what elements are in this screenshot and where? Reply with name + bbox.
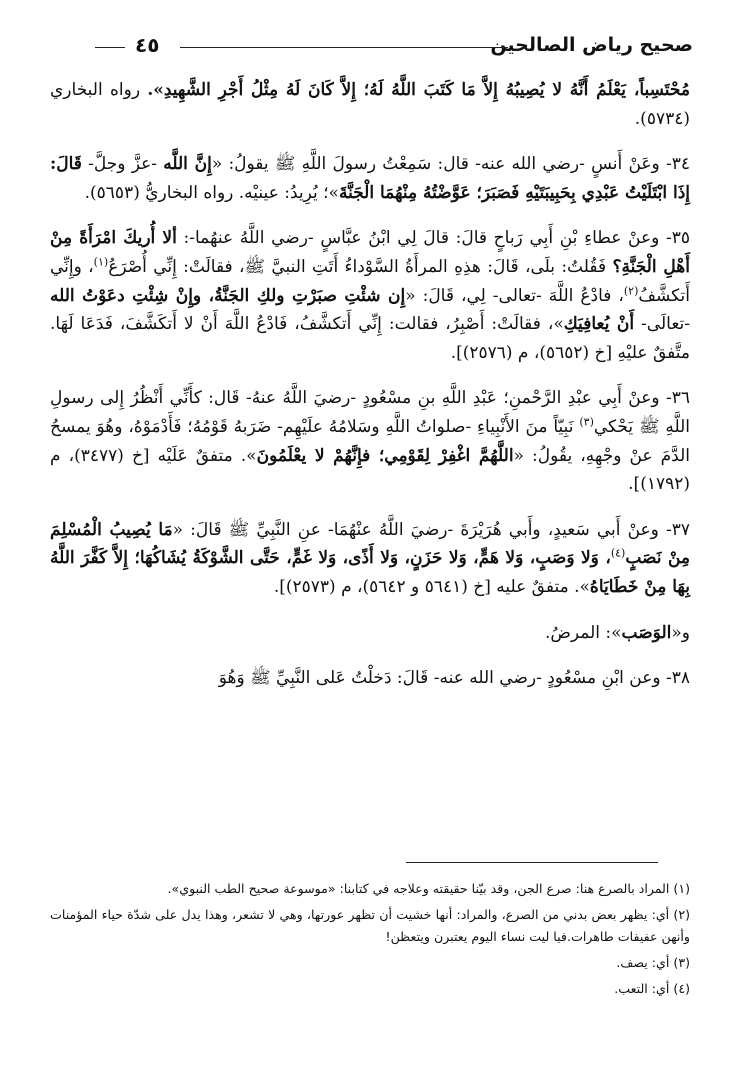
hadith-paragraph: [50, 664, 690, 693]
hadith-quote: ألا أُريكَ امْرَأَةً مِنْ أَهْلِ الْجَنَّةِ؟: [50, 228, 690, 277]
text-span: ٣٤- وعَنْ أَنسٍ -رضي الله عنه- قال: سَمِعْتُ رسولَ اللَّهِ ﷺ يقولُ: «: [211, 154, 690, 175]
text-span: ٣٥- وعنْ عطاءِ بْنِ أَبِي رَباحٍ قالَ: قالَ لِي ابْنُ عبَّاسٍ -رضي اللَّهُ عنهُما-:: [176, 228, 690, 249]
hadith-quote: مُحْتَسِباً، يَعْلَمُ أَنَّهُ لا يُصِيبُهُ إِلاَّ مَا كَتَبَ اللَّهُ لَهُ؛ إِلاَّ كَانَ لَهُ مِثْلُ أَجْرِ الشَّهِيدِ».: [147, 80, 691, 100]
hadith-quote: ، وَلا وَصَبٍ، وَلا هَمٍّ، وَلا حَزَنٍ، وَلا أَذًى، وَلا غَمٍّ، حَتَّى الشَّوْكَةُ يُشَاكُهَا؛ إِلاَّ كَفَّرَ اللَّهُ بِهَا مِنْ خَطَايَاهُ: [50, 548, 690, 597]
running-title: صحيح رياض الصالحين: [490, 34, 693, 56]
text-span: ٣٦- وعنْ أَبِي عبْدِ الرَّحْمنِ؛ عَبْدِ اللَّهِ بنِ مسْعُودٍ -رضيَ اللَّهُ عنهُ- قَال: كأَنِّي أَنْظُرُ إِلى رسولِ اللَّهِ ﷺ يَحْكي: [50, 388, 690, 437]
hadith-paragraph: [50, 619, 690, 648]
hadith-paragraph: [50, 150, 690, 207]
header-rule: [180, 47, 508, 48]
hadith-quote: الوَصَب: [621, 622, 672, 643]
text-span: ٣٨- وعن ابْنِ مسْعُودٍ -رضي الله عنه- قَالَ: دَخلْتُ عَلى النَّبِيِّ ﷺ وَهُوَ: [218, 668, 690, 689]
footnotes: [50, 878, 690, 1004]
text-span: و«: [671, 622, 690, 643]
hadith-quote: إِنَّ اللَّه: [163, 154, 212, 175]
text-span: ». متفقٌ عَلَيْه [خ (٣٤٧٧)، م (١٧٩٢)].: [50, 445, 690, 495]
hadith-paragraph: [50, 76, 690, 133]
text-span: ». متفقٌ عليه [خ (٥٦٤١ و ٥٦٤٢)، م (٢٥٧٣)].: [273, 576, 590, 597]
footnote-marker: (٤): [610, 546, 626, 560]
text-span: -عزَّ وجلَّ-: [81, 154, 164, 175]
hadith-quote: اللَّهُمَّ اغْفِرْ لِقَوْمِي؛ فإِنَّهُمْ لا يعْلَمُونَ: [256, 445, 514, 466]
footnote: (١) المراد بالصرع هنا: صرع الجن، وقد بيّنا حقيقته وعلاجه في كتابنا: «موسوعة صحيح الطب النبوي».: [167, 881, 690, 896]
hadith-quote: أَنْ يُعافِيَكِ: [563, 314, 635, 335]
footnote: (٢) أي: يظهر بعض بدني من الصرع، والمراد: أنها خشيت أن تظهر عورتها، وهي لا تشعر، وهذا يدل على شدّة حياء المؤمنات وأنهن عفيفات طاهرات.فيا ليت نساء اليوم يعتبرن ويتعظن!: [50, 907, 690, 944]
main-text: [50, 76, 690, 710]
hadith-paragraph: [50, 384, 690, 498]
hadith-paragraph: [50, 516, 690, 602]
text-span: فَقُلتُ: بلَى، قَالَ: هذِهِ المرأَةُ السَّوْداءُ أَتَتِ النبيَّ ﷺ، فقالَتْ: إِنِّي أُصْرَعُ: [108, 256, 613, 277]
footnote-marker: (٣): [579, 415, 594, 429]
page-header: [95, 30, 693, 64]
footnote: (٤) أي: التعب.: [614, 981, 690, 996]
hadith-quote: مَا يُصِيبُ الْمُسْلِمَ مِنْ نَصَبٍ: [50, 519, 690, 569]
hadith-quote: قَالَ: إِذَا ابْتَلَيْتُ عَبْدِي بِحَبِيبَتَيْهِ فَصَبَرَ؛ عَوَّضْتُهُ مِنْهُمَا الْجَنَّةَ: [50, 154, 690, 203]
text-span: ٣٧- وعنْ أَبي سَعيدٍ، وأَبي هُرَيْرَةَ -رضيَ اللَّهُ عنْهُمَا- عنِ النَّبِيِّ ﷺ قَالَ: «: [172, 519, 690, 540]
text-span: »، فقالَتْ: أَصْبِرُ، فقالت: إِنِّي أَتكشَّفُ، فَادْعُ اللَّهَ أَنْ لا أَتكَشَّفَ، فَدَعَا لَهَا. متَّفقٌ عليْهِ [خ (٥٦٥٢)، م (٢٥٧٦)].: [50, 314, 690, 363]
hadith-paragraph: [50, 224, 690, 367]
text-span: »: المرضُ.: [544, 622, 622, 643]
footnote: (٣) أي: يصف.: [616, 955, 690, 970]
text-span: »؛ يُرِيدُ: عينيْه. رواه البخاريُّ (٥٦٥٣).: [84, 182, 339, 203]
text-span: رواه البخاري (٥٧٣٤).: [50, 80, 690, 129]
hadith-quote: إِن شئْتِ صبَرْتِ ولكِ الجَنَّةُ، وإِنْ شِئْتِ دعَوْتُ الله: [50, 285, 406, 306]
text-span: ، وإِنِّي أَتكشَّفُ: [50, 256, 690, 306]
text-span: ، فادْعُ اللَّهَ -تعالى- لِي، قَالَ: «: [405, 285, 624, 306]
footnote-marker: (٢): [623, 283, 639, 297]
header-rule-short: [95, 47, 125, 48]
text-span: -تعالَى-: [634, 314, 691, 335]
page-number: ٤٥: [135, 33, 160, 57]
footnote-marker: (١): [93, 255, 109, 269]
text-span: نَبِيّاً منَ الأَنْبِياءِ -صلواتُ اللَّهِ وسَلامُهُ علَيْهِم- ضَرَبهُ قَوْمُهُ؛ فَأَدْمَوْهُ، وهُوَ يمسحُ الدَّمَ عنْ وجْهِهِ، يقُولُ: «: [50, 416, 690, 466]
footnote-separator: [406, 862, 658, 863]
